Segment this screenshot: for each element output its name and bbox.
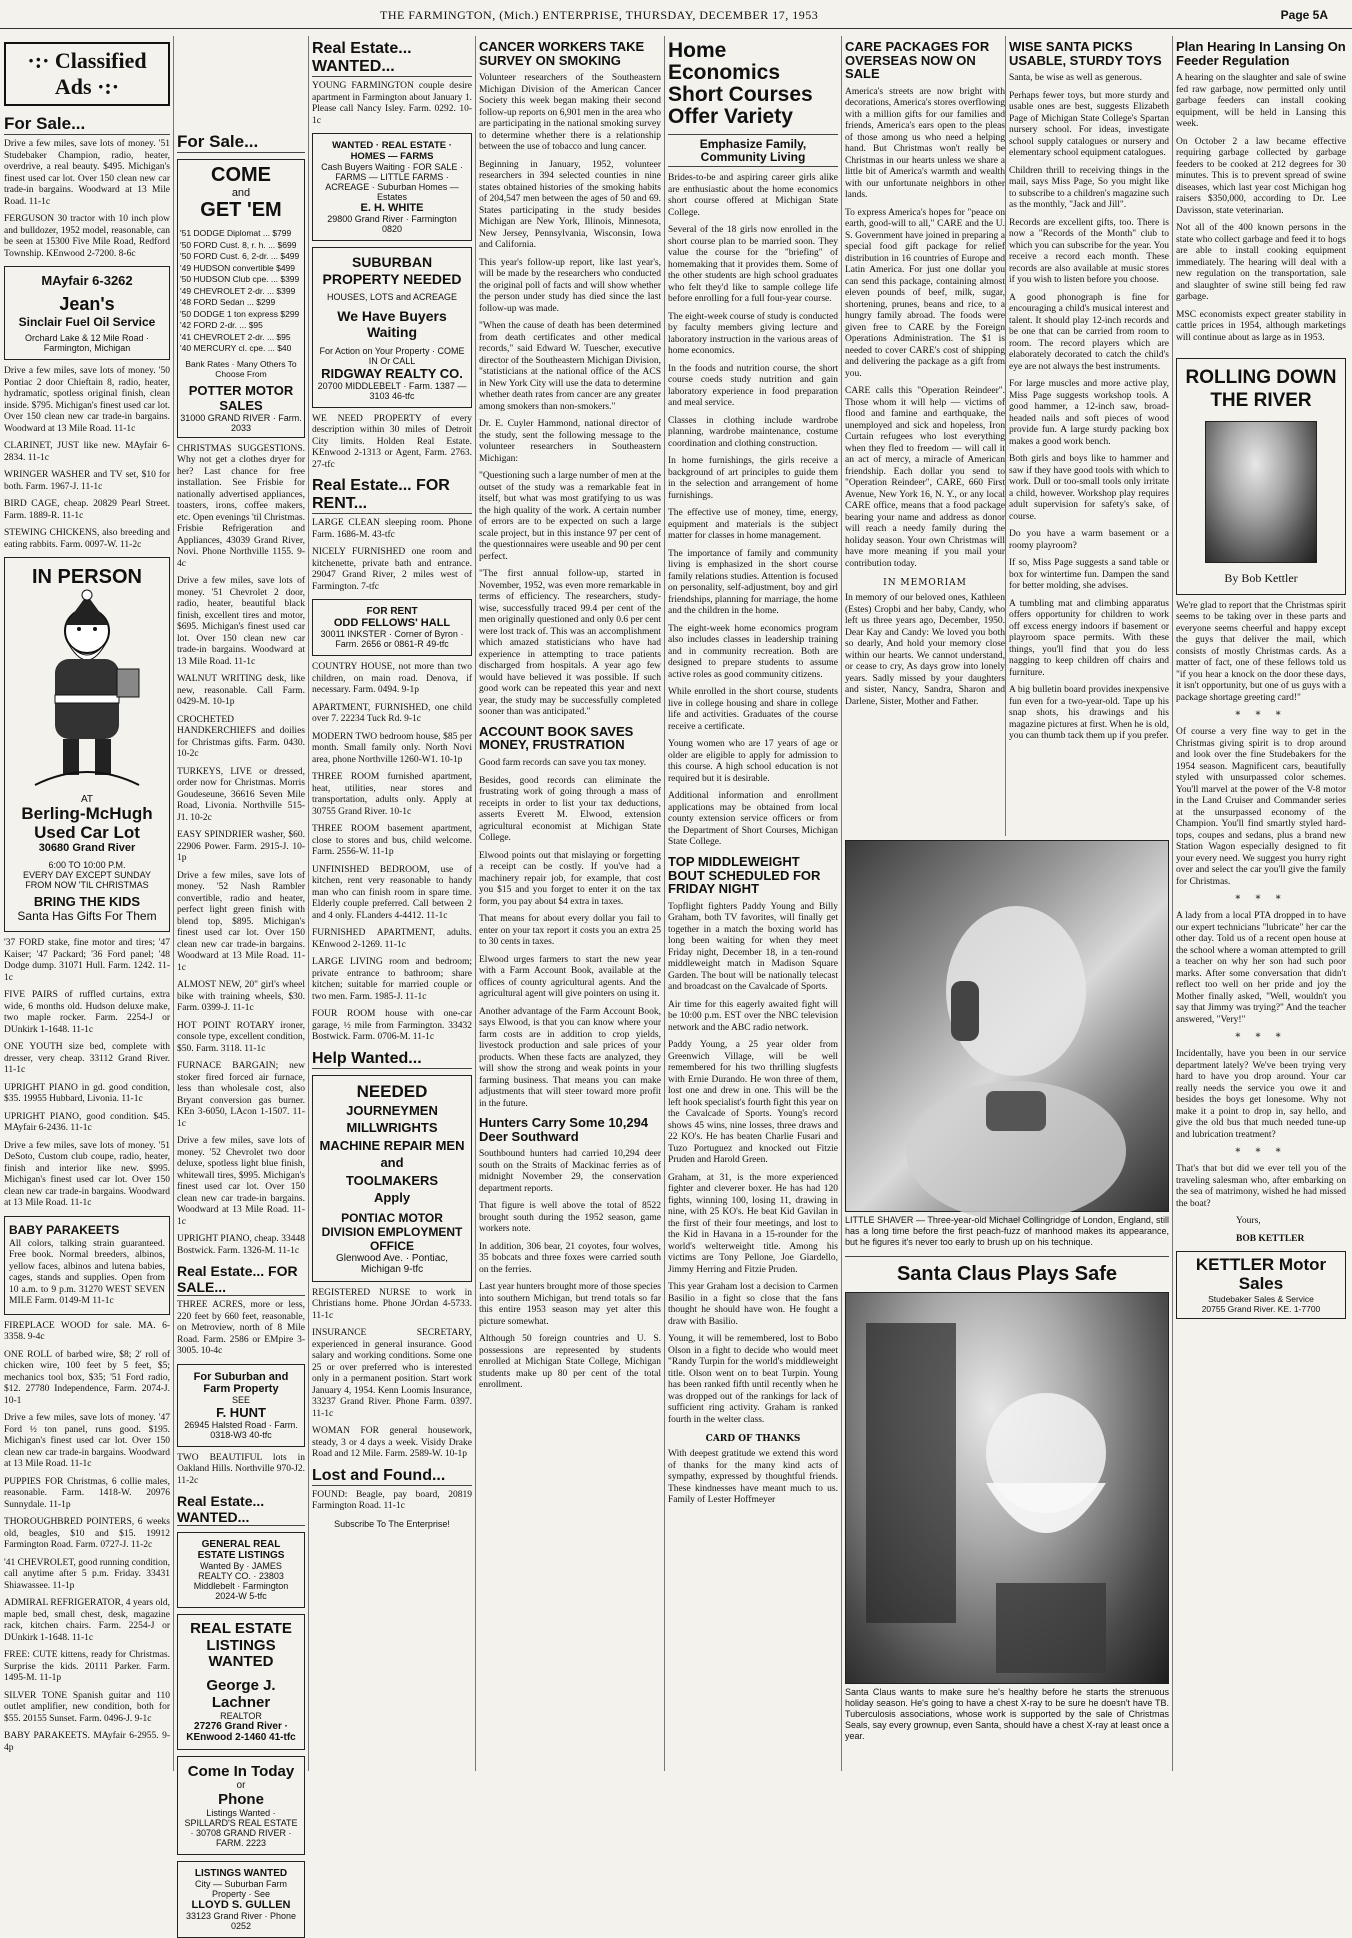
gullen-body: City — Suburban Farm Property · See xyxy=(194,1878,288,1899)
classified-ad: UPRIGHT PIANO in gd. good condition, $35. 19955 Hubbard, Livonia. 11-1c xyxy=(4,1082,170,1105)
home-ec-headline: Home Economics Short Courses Offer Variety xyxy=(668,39,813,129)
news-column-6 xyxy=(845,36,1005,836)
kettler-motor-ad xyxy=(1176,1251,1346,1318)
article-paragraph: A big bulletin board provides inexpensive fun even for a two-year-old. Tape up his snap shots, his drawings and his magazine pictures at first. When he is old, you can thumb tack them up if you prefer. xyxy=(1009,685,1169,742)
gullen-name: LLOYD S. GULLEN xyxy=(191,1898,291,1911)
article-paragraph: Do you have a warm basement or a roomy playroom? xyxy=(1009,529,1169,551)
classified-ad: ONE YOUTH size bed, complete with dresser, very cheap. 33112 Grand River. 11-1c xyxy=(4,1042,170,1076)
article-paragraph: Elwood urges farmers to start the new year with a Farm Account Book, available at the offices of county agricultural agents. And the agricultural agent will give pointers on using it. xyxy=(479,954,661,1000)
classified-ad: FURNACE BARGAIN; new stoker fired forced air furnace, less than wholesale cost, also Bryant conversion gas burner. KEn 3-6050, LAcon 1-1507. 11-1c xyxy=(177,1061,305,1129)
spillard-phone: Phone xyxy=(218,1790,264,1808)
column-paragraph: Incidentally, have you been in our service department lately? We've been trying very hard to have you drop around. Your car really needs the service you owe it and besides the boys get lonesome. Why not make it a point to drop in, say hello, and give the old bus that much needed tune-up and lubrication treatment? xyxy=(1176,1049,1346,1140)
car-listing: '50 DODGE 1 ton express $299 xyxy=(180,308,300,319)
real-estate-sale-heading: Real Estate... FOR SALE... xyxy=(177,1263,305,1296)
article-paragraph: If so, Miss Page suggests a sand table or box for wintertime fun. Dampen the sand for better molding, she advises. xyxy=(1009,558,1169,592)
classified-ad: FERGUSON 30 tractor with 10 inch plow and bulldozer, 1952 model, reasonable, can be seen at 15300 Five Mile Road, Redford Township. KEnwood 2-7200. 8-6c xyxy=(4,214,170,259)
hunt-address: 26945 Halsted Road · Farm. 0318-W3 40-tfc xyxy=(184,1419,298,1440)
classified-ad: UPRIGHT PIANO, cheap. 33448 Bostwick. Farm. 1326-M. 11-1c xyxy=(177,1234,305,1256)
pontiac-office: PONTIAC MOTOR DIVISION EMPLOYMENT OFFICE xyxy=(321,1210,463,1253)
santa-xray-photo xyxy=(845,1292,1169,1684)
classified-ad: INSURANCE SECRETARY, experienced in general insurance. Good salary and working conditions. Some one 25 or over preferred who is interested only in a permanent position. Start work January 4, 1954. Kenn Loomis Insurance, 33237 Grand River. Phone Farm. 0397. 11-1c xyxy=(312,1328,472,1419)
care-headline: CARE PACKAGES FOR OVERSEAS NOW ON SALE xyxy=(845,39,990,82)
ridgway-body: HOUSES, LOTS and ACREAGE xyxy=(326,291,458,302)
classified-ad: FURNISHED APARTMENT, adults. KEnwood 2-1269. 11-1c xyxy=(312,928,472,950)
dealer-address: 31000 GRAND RIVER · Farm. 2033 xyxy=(180,412,302,433)
classified-ad: FIVE PAIRS of ruffled curtains, extra wide, 6 months old. Hudson deluxe make, two maple rocker. Farm. 2254-J or DUnkirk 1-1648. 11-1c xyxy=(4,990,170,1035)
james-title: GENERAL REAL ESTATE LISTINGS xyxy=(197,1539,285,1561)
classified-ad: ADMIRAL REFRIGERATOR, 4 years old, maple bed, small chest, desk, magazine rack, kitchen chairs. Farm. 2254-J or DUnkirk 1-1648. 11-1c xyxy=(4,1598,170,1643)
classified-ad: ALMOST NEW, 20" girl's wheel bike with training wheels, $30. Farm. 0399-J. 11-1c xyxy=(177,980,305,1013)
classified-column xyxy=(4,36,170,1771)
news-column-5 xyxy=(668,36,838,1771)
column-divider xyxy=(664,36,665,1771)
spillard-body: Listings Wanted · SPILLARD'S REAL ESTATE · 30708 GRAND RIVER · FARM. 2223 xyxy=(184,1807,298,1848)
wise-santa-headline: WISE SANTA PICKS USABLE, STURDY TOYS xyxy=(1009,39,1162,68)
article-paragraph: In home furnishings, the girls receive a background of art principles to guide them in the selection and arrangement of home furnishings. xyxy=(668,456,838,501)
classified-ad: '37 FORD stake, fine motor and tires; '47 Kaiser; '47 Packard; '36 Ford panel; '48 Dodge dump. 31071 Hull. Farm. 1242. 11-1c xyxy=(4,938,170,983)
classified-ad: SILVER TONE Spanish guitar and 110 outlet amplifier, new condition, both for $55. 20155 Sunset. Farm. 0496-J. 9-1c xyxy=(4,1690,170,1724)
article-paragraph: That means for about every dollar you fail to enter on your tax report it costs you an extra 25 to 30 cents in taxes. xyxy=(479,914,661,948)
news-column-8 xyxy=(1176,36,1346,1771)
spillard-or: or xyxy=(236,1779,246,1791)
gullen-ad xyxy=(177,1861,305,1938)
column-paragraph: A lady from a local PTA dropped in to have our expert technicians "lubricate" her car the other day. Told us of a recent open house at the school where a woman attempted to grill a teacher on why her son had such poor marks. After some conversation that didn't reflect too well on her pride and joy the Mother finally asked, "Well, wouldn't you say that Jimmy was trying?" And the teacher answered, "Very!" xyxy=(1176,911,1346,1025)
article-paragraph: Records are excellent gifts, too. There is now a "Records of the Month" club to which you can subscribe for the year. You receive a record each month. These records are also available at music stores if you wish to listen before you choose. xyxy=(1009,217,1169,286)
parakeets-body: All colors, talking strain guaranteed. Free book. Normal breeders, albinos, yellow faces, albinos and lutena babies, cages, stands and supplies. Open from 10 a.m. to 9 p.m. 31270 WEST SEVEN MILE Farm. 0149-M 11-1c xyxy=(9,1238,165,1307)
classified-ad: LARGE CLEAN sleeping room. Phone Farm. 1686-M. 43-tfc xyxy=(312,518,472,540)
lot-hours: 6:00 TO 10:00 P.M. xyxy=(48,860,126,871)
column-divider xyxy=(308,36,309,1771)
article-paragraph: Additional information and enrollment applications may be obtained from local county extension service officers or from the Department of Short Courses, Michigan State College. xyxy=(668,791,838,848)
article-paragraph: Although 50 foreign countries and U. S. possessions are represented by students enrolled at Michigan State College, Michigan students make up 80 per cent of the total enrollment. xyxy=(479,1334,661,1391)
article-paragraph: Dr. E. Cuyler Hammond, national director of the study, sent the following message to the volunteer researchers in Southeastern Michigan: xyxy=(479,419,661,464)
classified-ad: '41 CHEVROLET, good running condition, call anytime after 5 p.m. Friday. 33431 Shiawassee. 11-1p xyxy=(4,1557,170,1591)
separator-stars: * * * xyxy=(1235,710,1287,722)
james-body: Wanted By · JAMES REALTY CO. · 23803 Middlebelt · Farmington 2024-W 5-tfc xyxy=(193,1561,289,1601)
memoriam-text: In memory of our beloved ones, Kathleen (Estes) Cropbi and her baby, Candy, who left us three years ago, December, 1950. Dear Kay and Candy: We loved you both so dearly, And hold your memory close within our hearts. We cannot understand, or cease to cry, As days grow into lonely years. Sadly missed by your daughters and sister, Nancy, Sandra, Sharon and Darlene, Sister, Mother and Father. xyxy=(845,593,1005,707)
classified-ad: STEWING CHICKENS, also breeding and eating rabbits. Farm. 0097-W. 11-2c xyxy=(4,528,170,550)
rolling-column-header xyxy=(1176,358,1346,595)
hunt-heading: For Suburban and Farm Property xyxy=(193,1370,289,1395)
card-of-thanks-heading: CARD OF THANKS xyxy=(705,1434,801,1445)
plan-hearing-headline: Plan Hearing In Lansing On Feeder Regulation xyxy=(1176,39,1346,68)
classified-banner: ·:· Classified Ads ·:· xyxy=(4,42,170,106)
masthead: THE FARMINGTON, (Mich.) ENTERPRISE, THURSDAY, DECEMBER 17, 1953 xyxy=(380,8,819,22)
for-rent-heading: Real Estate... FOR RENT... xyxy=(312,477,472,514)
ridgway-action: For Action on Your Property · COME IN Or CALL xyxy=(319,345,465,366)
needed-trade: MACHINE REPAIR MEN xyxy=(319,1137,465,1153)
classified-ad: PUPPIES FOR Christmas, 6 collie males, reasonable. Farm. 1418-W. 20976 Sunnydale. 11-1p xyxy=(4,1476,170,1510)
lot-days: EVERY DAY EXCEPT SUNDAY FROM NOW 'TIL CHRISTMAS xyxy=(22,870,152,891)
column-divider xyxy=(1005,36,1006,836)
white-name: E. H. WHITE xyxy=(360,202,424,214)
classified-column-2 xyxy=(177,36,305,1931)
article-paragraph: In addition, 306 bear, 21 coyotes, four wolves, 35 bobcats and three foxes were carried south on the ferries. xyxy=(479,1241,661,1275)
pontiac-ad xyxy=(312,1075,472,1282)
article-paragraph: Graham, at 31, is the more experienced fighter and cleverer boxer. He has had 120 fights, winning 100, losing 11, drawing in nine, with 25 KO's. He beat Kid Gavilan in the first of their four meetings, and lost to the Kid in Havana in a 15-rounder for the world's welterweight title. Among his victims are Tony Pellone, Joe Giardello, Jimmy Herring and Fitzie Pruden. xyxy=(668,1172,838,1275)
column-divider xyxy=(173,36,174,1771)
article-paragraph: The eight-week course of study is conducted by faculty members giving lecture and laboratory instruction in the various areas of home economics. xyxy=(668,311,838,357)
classified-ad: UNFINISHED BEDROOM, use of kitchen, rent very reasonable to handy man who can finish room in spare time. Elderly couple preferred. Call between 2 and 4 only. FLanders 4-4412. 11-1c xyxy=(312,864,472,921)
classified-ad: FOUND: Beagle, pay board, 20819 Farmington Road. 11-1c xyxy=(312,1489,472,1512)
white-title: WANTED · REAL ESTATE · HOMES — FARMS xyxy=(332,140,452,162)
ridgway-buyers: We Have Buyers Waiting xyxy=(337,307,447,340)
classified-ad: UPRIGHT PIANO, good condition. $45. MAyfair 6-2436. 11-1c xyxy=(4,1111,170,1134)
classified-ad: COUNTRY HOUSE, not more than two children, on main road. Denova, if necessary. Farm. 0494. 9-1p xyxy=(312,662,472,696)
classified-ad: CLARINET, JUST like new. MAyfair 6-2834. 11-1c xyxy=(4,441,170,463)
classified-ad: CROCHETED HANDKERCHIEFS and doilies for Christmas gifts. Farm. 0430. 10-2c xyxy=(177,714,305,759)
white-realty-ad xyxy=(312,133,472,241)
article-paragraph: Young, it will be remembered, lost to Bobo Olson in a fight to decide who would meet "Randy Turpin for the world's middleweight title. Olson went on to beat Turpin. Young has been ranked fifth until recently when he was dropped out of the rankings for lack of sufficient ring activity. Graham is ranked fourth in the welter class. xyxy=(668,1334,838,1425)
car-listing: '49 HUDSON convertible $499 xyxy=(180,262,296,273)
dealer-name: POTTER MOTOR SALES xyxy=(188,382,294,413)
ridgway-title: SUBURBAN PROPERTY NEEDED xyxy=(322,254,462,287)
lost-found-heading: Lost and Found... xyxy=(312,1467,472,1486)
article-paragraph: Santa, be wise as well as generous. xyxy=(1009,73,1142,84)
james-realty-ad xyxy=(177,1532,305,1608)
article-paragraph: America's streets are now bright with decorations, America's stores overflowing with a million gifts for our families and friends, America's ears open to the pleas of those among us who need a helping hand. But Christmas won't really be Christmas in our hearts unless we share a little bit of America's warmth and wealth with our unfortunate neighbors in other lands. xyxy=(845,86,1005,201)
article-paragraph: Topflight fighters Paddy Young and Billy Graham, both TV favorites, will finally get together in a match the boxing world has long been waiting for when they meet Friday night, December 18, in a ten-round middleweight match in Madison Square Garden. The bout will be nationally telecast and broadcast on the Cavalcade of Sports. xyxy=(668,901,838,993)
car-listing: '42 FORD 2-dr. ... $95 xyxy=(180,320,263,330)
classified-ad: FREE: CUTE kittens, ready for Christmas. Surprise the kids. 20111 Parker. Farm. 1495-M. 11-1p xyxy=(4,1650,170,1684)
article-paragraph: Young women who are 17 years of age or older are eligible to apply for admission to this course. A high school education is not required but it is desirable. xyxy=(668,739,838,784)
car-listing: '48 FORD Sedan ... $299 xyxy=(180,297,276,307)
classified-ad: MODERN TWO bedroom house, $85 per month. Small family only. North Novi area, phone Northville 1260-W1. 10-1p xyxy=(312,731,472,765)
boxing-headline: TOP MIDDLEWEIGHT BOUT SCHEDULED FOR FRIDAY NIGHT xyxy=(668,853,821,897)
santa-xray-caption: Santa Claus wants to make sure he's healthy before he starts the strenuous holiday season. He's going to have a chest X-ray to be sure he doesn't have TB. Tuberculosis associations, whose work is supported by the sale of Christmas Seals, say every grownup, even Santa, should have a chest X-ray at least once a year. xyxy=(845,1687,1169,1741)
kettler-dealer: KETTLER Motor Sales xyxy=(1195,1255,1327,1294)
column-divider xyxy=(475,36,476,1771)
jeans-address: Orchard Lake & 12 Mile Road · Farmington, Michigan xyxy=(24,333,150,353)
news-column-7 xyxy=(1009,36,1169,836)
column-paragraph: That's that but did we ever tell you of the traveling salesman who, after embarking on the sea of matrimony, wished he had missed the boat? xyxy=(1176,1164,1346,1209)
lachner-role: REALTOR xyxy=(220,1710,262,1721)
hunters-headline: Hunters Carry Some 10,294 Deer Southward xyxy=(479,1115,649,1144)
classified-ad: Drive a few miles, save lots of money. '51 Studebaker Champion, radio, heater, overdrive, a real beauty. $495. Michigan's finest used car lot. Over 150 clean new car trade-in bargains. Woodward at 13 Mile Road. 11-1c xyxy=(4,139,170,207)
white-body: Cash Buyers Waiting · FOR SALE · FARMS — LITTLE FARMS · ACREAGE · Suburban Homes — Estates xyxy=(321,162,463,202)
berling-mchugh-ad xyxy=(4,557,170,932)
lot-at: AT xyxy=(80,794,94,805)
car-listing: '49 CHEVROLET 2-dr. ... $399 xyxy=(180,285,296,296)
hall-address: 30011 INKSTER · Corner of Byron · Farm. 2656 or 0861-R 49-tfc xyxy=(320,629,464,650)
classified-ad: APARTMENT, FURNISHED, one child over 7. 22234 Tuck Rd. 9-1c xyxy=(312,702,472,725)
classified-ad: EASY SPINDRIER washer, $60. 22906 Power. Farm. 2915-J. 10-1p xyxy=(177,830,305,863)
article-paragraph: "Questioning such a large number of men at the outset of the study was a remarkable feat in itself, but what was most gratifying to us was the high quality of the work. A certain number of errors are to be expected on such a large scale project, but in this instance 97 per cent of the questionnaires were useable and 90 per cent perfect. xyxy=(479,471,661,562)
article-paragraph: Paddy Young, a 25 year older from Greenwich Village, will be well remembered for his two thrilling slugfests with Ernie Durando. He won three of them, lost one and drew in one. This will be the left hook specialist's fourth fight this year on the Cavalcade of Sports. Young's record shows 45 wins, nine losses, three draws and 22 KO's. He has beaten Charlie Fusari and Tuzo Portuguez and knocked out Fitzie Pruden and Harold Green. xyxy=(668,1040,838,1166)
article-paragraph: Both girls and boys like to hammer and saw if they have good tools with which to work. Dull or too-small tools only irritate a child, however. Workshop play requires adult supervision for safety's sake, of course. xyxy=(1009,454,1169,522)
and-text: and xyxy=(231,187,251,199)
car-list xyxy=(180,228,302,355)
classified-ad: FOUR ROOM house with one-car garage, ½ mile from Farmington. 33432 Bostwick. Farm. 0706-M. 11-1c xyxy=(312,1009,472,1043)
classified-ad: Drive a few miles, save lots of money. '51 DeSoto, Custom club coupe, radio, heater, finish and interior like new. $995. Michigan's finest used car lot. Over 150 clean new car trade-in bargains. Woodward at 13 Mile Road. 11-1c xyxy=(4,1140,170,1209)
jeans-service: Sinclair Fuel Oil Service xyxy=(18,315,156,329)
article-paragraph: Another advantage of the Farm Account Book, says Elwood, is that you can know where your farm costs are in addition to crop yields, livestock production and sale prices of your products. When these facts are analyzed, they will show the strong and weak points in your farming business. That means you can make adjustments that will steer toward more profit in the future. xyxy=(479,1006,661,1109)
car-listing: '50 HUDSON Club cpe. ... $399 xyxy=(180,274,300,284)
spillard-ad xyxy=(177,1756,305,1855)
hall-name: ODD FELLOWS' HALL xyxy=(333,617,451,630)
bob-kettler-portrait xyxy=(1205,421,1317,563)
gullen-address: 33123 Grand River · Phone 0252 xyxy=(185,1910,297,1931)
ridgway-name: RIDGWAY REALTY CO. xyxy=(321,365,463,381)
article-paragraph: On October 2 a law became effective requiring garbage collected by garbage feeders to be cooked at 212 degrees for 30 minutes. This is to prevent spread of swine diseases, which last year cost Michigan hog raisers $350,000, according to Dr. Lee Davisson, state veterinarian. xyxy=(1176,136,1346,216)
car-listing: '50 FORD Cust. 6, 2-dr. ... $499 xyxy=(180,251,300,261)
hunt-ad xyxy=(177,1364,305,1447)
article-paragraph: While enrolled in the short course, students live in college housing and share in college life and activities. Graduates of the course receive a certificate. xyxy=(668,687,838,732)
column-paragraph: We're glad to report that the Christmas spirit seems to be taking over in these parts and everyone seems cheerful and happy except the guys that deliver the mail, which consists of mostly Christmas cards. As a matter of fact, one of these fellows told us "if you hear a knock on the door these days, it isn't opportunity, but one of us guys with a package shortage greeting card!" xyxy=(1176,600,1346,703)
spillard-title: Come In Today xyxy=(187,1762,295,1780)
santa-illustration xyxy=(27,589,147,789)
classified-ad: TURKEYS, LIVE or dressed, order now for Christmas. Morris Goudeseune, 36616 Seven Mile Road, Livonia. Northville 515-J1. 10-2c xyxy=(177,766,305,823)
come-title: COME xyxy=(211,164,271,186)
classified-ad: HOT POINT ROTARY ironer, console type, excellent condition, $50. Farm. 3118. 11-1c xyxy=(177,1020,305,1054)
subscribe-line: Subscribe To The Enterprise! xyxy=(334,1518,450,1529)
lot-name: Berling-McHugh Used Car Lot xyxy=(21,804,153,842)
parakeets-title: BABY PARAKEETS xyxy=(9,1222,120,1237)
article-paragraph: Brides-to-be and aspiring career girls alike are enthusiastic about the home economics short course offered at Michigan State College. xyxy=(668,173,838,218)
article-paragraph: The effective use of money, time, energy, equipment and materials is the subject matter for classes in home management. xyxy=(668,508,838,542)
account-book-headline: ACCOUNT BOOK SAVES MONEY, FRUSTRATION xyxy=(479,723,634,753)
separator-stars: * * * xyxy=(1235,1147,1287,1159)
article-paragraph: For large muscles and more active play, Miss Page suggests workshop tools. A good hammer, a 12-inch saw, broad-headed nails and soft pieces of wood provide fun. A large sturdy packing box makes a good work bench. xyxy=(1009,379,1169,447)
car-listing: '40 MERCURY cl. cpe. ... $40 xyxy=(180,343,292,353)
classified-ad: LARGE LIVING room and bedroom; private entrance to bathroom; share kitchen; suitable for married couple or two men. Farm. 1985-J. 11-1c xyxy=(312,957,472,1002)
classified-ad: BABY PARAKEETS. MAyfair 6-2955. 9-4p xyxy=(4,1731,170,1753)
column-divider xyxy=(841,36,842,1771)
classified-ad: Drive a few miles, save lots of money. '52 Chevrolet two door deluxe, spotless light blue finish, whitewall tires, $995. Michigan's finest used car lot. Over 150 clean new car trade-in bargains. Woodward at 13 Mile Road. 11-1c xyxy=(177,1136,305,1227)
kettler-sub: Studebaker Sales & Service xyxy=(1208,1293,1314,1304)
classified-ad: ONE ROLL of barbed wire, $8; 2' roll of chicken wire, 100 feet by 5 feet, $5; mechanics tool box, $35; '51 Ford radio, $12. 27780 Independence, Farm. 2074-J. 10-1 xyxy=(4,1349,170,1406)
needed-trades xyxy=(317,1102,467,1207)
sign-off: Yours, xyxy=(1236,1216,1261,1227)
help-wanted-heading: Help Wanted... xyxy=(312,1050,472,1069)
car-listing: '50 FORD Cust. 8, r. h. ... $699 xyxy=(180,239,297,250)
article-paragraph: To express America's hopes for "peace on earth, good-will to all," CARE and the U. S. Government have joined in preparing a special food gift package for relief distribution in 16 countries of Europe and Latin America. For just one dollar you can send this package, containing almost eleven pounds of beef, milk, sugar, shortening, prunes, beans and rice, to a hungry family abroad. The foods were given free to CARE by the Foreign Operations Administration. The $1 is needed to cover CARE's cost of shipping and delivering the package as a gift from you. xyxy=(845,207,1005,379)
article-paragraph: Perhaps fewer toys, but more sturdy and usable ones are best, suggests Elizabeth Page of Michigan State College's Spartan nursery school. For ideas, investigate school supply catalogues or nursery and elementary school equipment catalogues. xyxy=(1009,90,1169,159)
lachner-title: REAL ESTATE LISTINGS WANTED xyxy=(190,1620,292,1670)
article-paragraph: CARE calls this "Operation Reindeer". Those whom it will help — victims of flood and famine and earthquake, the unemployed and sick and hopeless, Iron Curtain refugees who lost everything when they fled to freedom — will call it an act of mercy, a miracle of American friendship. Each dollar you send to "Operation Reindeer", CARE, 660 First Avenue, New York 16, N. Y., or any local CARE office, means that a food package bearing your name and address as donor will reach a needy family during the holiday season. Your own Christmas will have more meaning if you mail your contribution today. xyxy=(845,386,1005,569)
lachner-address: 27276 Grand River · KEnwood 2-1460 41-tfc xyxy=(186,1720,296,1743)
classified-ad: WALNUT WRITING desk, like new, reasonable. Call Farm. 0429-M. 10-1p xyxy=(177,674,305,707)
lachner-name: George J. Lachner xyxy=(206,1676,276,1711)
card-of-thanks: With deepest gratitude we extend this word of thanks for the many kind acts of sympathy, expressed by thoughtful friends. These kindnesses have meant much to us. Family of Lester Hoffmeyer xyxy=(668,1449,838,1506)
bank-rates: Bank Rates · Many Others To Choose From xyxy=(185,358,297,379)
needed-title: NEEDED xyxy=(356,1081,428,1101)
car-listing: '41 CHEVROLET 2-dr. ... $95 xyxy=(180,331,291,342)
article-paragraph: Besides, good records can eliminate the frustrating work of going through a mass of receipts in order to list your tax deductions, asserts Everett M. Elwood, extension agricultural economist at Michigan State College. xyxy=(479,775,661,844)
article-paragraph: Not all of the 400 known persons in the state who collect garbage and feed it to hogs are able to install cooking equipment immediately. The hearing will deal with a new regulation on the transportation, sale and slaughter of swine still being fed raw garbage. xyxy=(1176,223,1346,303)
jeans-phone: MAyfair 6-3262 xyxy=(41,273,133,288)
article-paragraph: "The first annual follow-up, started in November, 1952, was even more remarkable in terms of efficiency. The researchers, study-wise, successfully traced 99.4 per cent of the men originally questioned and only 0.6 per cent were lost track of. This was an accomplishment which amazed statisticians who have had experience in attempting to trace patients discharged from hospitals. A year ago few would have believed it was possible. If such good work can be repeated this year and next year, the study may be successfully completed sooner than was anticipated." xyxy=(479,569,661,718)
article-paragraph: "When the cause of death has been determined from death certificates and other medical records," said Edward W. Tuescher, executive director of the Southeastern Michigan Division, "statisticians at the national office of the ACS in New York City will use the data to determine whether death rates from cancer are any greater among smokers than non-smokers." xyxy=(479,321,661,412)
article-paragraph: That figure is well above the total of 8522 brought south during the 1952 season, game workers note. xyxy=(479,1201,661,1235)
article-paragraph: Air time for this eagerly awaited fight will be 10:00 p.m. EST over the NBC television network and the ABC radio network. xyxy=(668,999,838,1033)
real-estate-wanted-heading: Real Estate... WANTED... xyxy=(312,40,472,77)
article-paragraph: Good farm records can save you tax money. xyxy=(479,758,647,769)
pontiac-address: Glenwood Ave. · Pontiac, Michigan 9-tfc xyxy=(335,1252,449,1275)
article-paragraph: Southbound hunters had carried 10,294 deer south on the Straits of Mackinac ferries as of midnight November 29, the conservation department reports. xyxy=(479,1149,661,1194)
gullen-heading: LISTINGS WANTED xyxy=(194,1867,288,1879)
lot-address: 30680 Grand River xyxy=(38,842,136,855)
classified-ad: CHRISTMAS SUGGESTIONS. Why not get a clothes dryer for her? Last chance for free installation. See Frisbie for nationally advertised appliances, toasters, irons, coffee makers, etc. Open evenings 'til Christmas. Frisbie Refrigeration and Appliances, 43039 Grand River, Novi. Phone Northville 1155. 9-4c xyxy=(177,443,305,569)
jeans-ad xyxy=(4,266,170,360)
article-paragraph: Volunteer researchers of the Southeastern Michigan Division of the American Cancer Society this week began making their second follow-up reports on 6,901 men in the area who are participating in the national smoking survey to determine whether there is a relationship between the use of tobacco and lung cancer. xyxy=(479,73,661,153)
car-listing: '51 DODGE Diplomat ... $799 xyxy=(180,228,292,238)
home-ec-subhead: Emphasize Family, Community Living xyxy=(668,134,838,167)
article-paragraph: Last year hunters brought more of those species into southern Michigan, but trend totals so far this entire 1953 season may yet alter this picture somewhat. xyxy=(479,1282,661,1327)
for-sale-heading: For Sale... xyxy=(4,114,170,135)
article-paragraph: Classes in clothing include wardrobe planning, wardrobe maintenance, costume coordination and clothing construction. xyxy=(668,415,838,449)
column-paragraph: Of course a very fine way to get in the Christmas giving spirit is to drop around and look over the fine Studebakers for the 1954 season. Magnificent cars, beautifully styled with unsurpassed color schemes. You'll marvel at the power of the V-8 motor in the Land Cruiser and Commander series at the unsurpassed economy of the Champion. You'll find smartly styled hard-tops, coupes and sedans, plus a brand new Station Wagon especially designed to fit your every need. We suggest you hurry right over and select the car you'll give the family for Christmas. xyxy=(1176,727,1346,887)
classified-ad: NICELY FURNISHED one room and kitchenette, private bath and entrance. 29047 Grand River, 2 miles west of Farmington. 7-tfc xyxy=(312,547,472,592)
signature: BOB KETTLER xyxy=(1236,1233,1305,1244)
classified-ad: WRINGER WASHER and TV set, $10 for both. Farm. 1967-J. 11-1c xyxy=(4,470,170,492)
article-paragraph: In the foods and nutrition course, the short course coeds study nutrition and gain laboratory experience in food preparation and meal service. xyxy=(668,363,838,409)
odd-fellows-ad xyxy=(312,599,472,656)
article-paragraph: Children thrill to receiving things in the mail, says Miss Page, So you might like to subscribe to a children's magazine such as the monthly, "Jack and Jill". xyxy=(1009,165,1169,211)
article-paragraph: Elwood points out that mislaying or forgetting a receipt can be costly. If you've had a machinery repair job, for example, that cost you $15 and you forget to enter it on the tax form, you pay about $4 extra in taxes. xyxy=(479,850,661,907)
separator-stars: * * * xyxy=(1235,894,1287,906)
classified-ad: THREE ACRES, more or less, 220 feet by 660 feet, reasonable, on Metroview, north of 8 Mile Road. Farm. 2586 or EMpire 3-3005. 10-4c xyxy=(177,1300,305,1356)
santa-safe-headline: Santa Claus Plays Safe xyxy=(845,1256,1169,1286)
classified-ad: Drive a few miles, save lots of money. '52 Nash Rambler convertible, radio and heater, perfect light green finish with blend top, $895. Michigan's finest used car lot. Over 150 clean new car trade-in bargains. Woodward at 13 Mile Road. 11-1c xyxy=(177,870,305,973)
real-estate-wanted-heading: Real Estate... WANTED... xyxy=(177,1493,305,1526)
classified-ad: THREE ROOM basement apartment, close to stores and bus, child welcome. Farm. 2556-W. 11-1p xyxy=(312,824,472,858)
potter-motor-ad xyxy=(177,159,305,438)
for-sale-heading: For Sale... xyxy=(177,132,305,153)
article-paragraph: Several of the 18 girls now enrolled in the short course plan to be married soon. They value the course for the "briefing" of homemaking that it provides them. Some of the other students are high school graduates who felt they'd like to sample college life before enrolling for a full four-year course. xyxy=(668,225,838,305)
memoriam-heading: IN MEMORIAM xyxy=(883,578,967,589)
jeans-name: Jean's xyxy=(59,294,115,314)
in-person-title: IN PERSON xyxy=(31,566,143,588)
get-em-title: GET 'EM xyxy=(200,199,282,221)
needed-trade: and xyxy=(380,1155,404,1171)
classified-ad: WOMAN FOR general housework, steady, 3 or 4 days a week. Visidy Drake Road and 12 Mile. Farm. 2589-W. 10-1p xyxy=(312,1426,472,1460)
article-paragraph: A good phonograph is fine for encouraging a child's musical interest and talent. It should play 12-inch records and be one that can be carried from room to room. The record players which are elaborately decorated to catch the child's eye are not always the best instruments. xyxy=(1009,292,1169,372)
column-divider xyxy=(1172,36,1173,1771)
article-paragraph: The importance of family and community living is emphasized in the short course family relations studies. Attention is focused on personality, self-adjustment, boy and girl friendships, planning for marriage, the home and the children in the home. xyxy=(668,548,838,617)
lachner-ad xyxy=(177,1614,305,1750)
cancer-headline: CANCER WORKERS TAKE SURVEY ON SMOKING xyxy=(479,39,645,68)
rolling-byline: By Bob Kettler xyxy=(1224,570,1298,585)
rolling-title: ROLLING DOWN THE RIVER xyxy=(1185,367,1337,412)
little-shaver-photo xyxy=(845,840,1169,1212)
hunt-name: F. HUNT xyxy=(216,1404,266,1420)
classified-ad: REGISTERED NURSE to work in Christians home. Phone JOrdan 4-5733. 11-1c xyxy=(312,1287,472,1321)
little-shaver-caption: LITTLE SHAVER — Three-year-old Michael Collingridge of London, England, still has a long time before the first peach-fuzz of manhood makes its appearance, but he figures it's never too early to brush up on his technique. xyxy=(845,1215,1169,1247)
classified-ad: BIRD CAGE, cheap. 20829 Pearl Street. Farm. 1889-R. 11-1c xyxy=(4,499,170,521)
article-paragraph: The eight-week home economics program also includes classes in leadership training and in community recreation. Both are designed to prepare students to assume active roles as good community citizens. xyxy=(668,623,838,680)
white-address: 29800 Grand River · Farmington 0820 xyxy=(327,214,457,234)
hall-title: FOR RENT xyxy=(366,606,418,618)
needed-trade: JOURNEYMEN xyxy=(346,1102,438,1118)
ridgway-ad xyxy=(312,247,472,408)
classified-column-3 xyxy=(312,36,472,1771)
needed-trade: Apply xyxy=(373,1190,411,1206)
classified-ad: Drive a few miles, save lots of money. '47 Ford ½ ton panel, runs good. $195. Michigan's finest used car lot. Over 150 clean new car trade-in bargains. Woodward at 13 Mile Road. 11-1c xyxy=(4,1413,170,1470)
lot-kids: BRING THE KIDS xyxy=(33,894,141,910)
header-rule xyxy=(0,28,1352,29)
child-shaving-illustration xyxy=(846,841,1168,1211)
kettler-address: 20755 Grand River. KE. 1-7700 xyxy=(1201,1303,1321,1314)
photo-section xyxy=(845,840,1169,1771)
classified-ad: YOUNG FARMINGTON couple desire apartment in Farmington about January 1. Please call Nancy Isley. Farm. 0292. 10-1c xyxy=(312,81,472,126)
classified-ad: THREE ROOM furnished apartment, heat, utilities, near stores and transportation, adults only. Apply at 30755 Grand River. 10-1c xyxy=(312,772,472,817)
ridgway-address: 20700 MIDDLEBELT · Farm. 1387 — 3103 46-tfc xyxy=(317,380,467,401)
needed-trade: TOOLMAKERS xyxy=(345,1172,439,1188)
classified-ad: Drive a few miles, save lots of money. '51 Chevrolet 2 door, radio, heater, beautiful black finish, excellent tires and motor, $695. Michigan's finest used car lot. Over 150 clean new car trade-in bargains. Woodward at 13 Mile Road. 11-1c xyxy=(177,576,305,667)
hunt-see: SEE xyxy=(231,1394,250,1405)
article-paragraph: This year Graham lost a decision to Carmen Basilio in a fight so close that the fans thought he should have won. He fought a draw with Basilio. xyxy=(668,1282,838,1327)
article-paragraph: A hearing on the slaughter and sale of swine fed raw garbage, now permitted only until garbage feeders can install cooking equipment, will be held in Lansing this week. xyxy=(1176,73,1346,130)
classified-ad: THOROUGHBRED POINTERS, 6 weeks old, beagles, $10 and $15. 19912 Farmington Road. Farm. 0727-J. 11-2c xyxy=(4,1517,170,1551)
classified-ad: Drive a few miles, save lots of money. '50 Pontiac 2 door Chieftain 8, radio, heater, hydramatic, spotless original finish, clean inside. $795. Michigan's finest used car lot. Over 150 clean new car trade-in bargains. Woodward at 13 Mile Road. 11-1c xyxy=(4,366,170,434)
page-number: Page 5A xyxy=(1280,8,1328,22)
classified-ad: TWO BEAUTIFUL lots in Oakland Hills. Northville 970-J2. 11-2c xyxy=(177,1452,305,1486)
news-column-4 xyxy=(479,36,661,1771)
article-paragraph: This year's follow-up report, like last year's, will be made by the researchers who conducted the original poll of facts and will show whether the person under study has died since the last follow-up was made. xyxy=(479,257,661,314)
needed-trade: MILLWRIGHTS xyxy=(346,1120,438,1136)
parakeets-ad xyxy=(4,1216,170,1315)
lot-gifts: Santa Has Gifts For Them xyxy=(17,909,157,924)
classified-ad: WE NEED PROPERTY of every description within 30 miles of Detroit City limits. Holden Real Estate. KEnwood 2-1313 or Agent, Farm. 2763. 27-tfc xyxy=(312,413,472,470)
classified-ad: FIREPLACE WOOD for sale. MA. 6-3358. 9-4c xyxy=(4,1320,170,1343)
santa-xray-illustration xyxy=(846,1293,1168,1683)
separator-stars: * * * xyxy=(1235,1032,1287,1044)
article-paragraph: A tumbling mat and climbing apparatus offers opportunity for children to work off excess energy indoors if basement or playroom space permits. With these things, you'll find that you do less nagging to keep children off chairs and furniture. xyxy=(1009,598,1169,678)
article-paragraph: MSC economists expect greater stability in cattle prices in 1954, although marketings will continue about as large as in 1953. xyxy=(1176,309,1346,343)
article-paragraph: Beginning in January, 1952, volunteer researchers in 394 selected counties in nine states obtained histories of the smoking habits of 204,547 men between the ages of 50 and 69. States participating in the study besides Michigan are New York, Illinois, Minnesota, New Jersey, Pennsylvania, Wisconsin, Iowa and California. xyxy=(479,159,661,251)
